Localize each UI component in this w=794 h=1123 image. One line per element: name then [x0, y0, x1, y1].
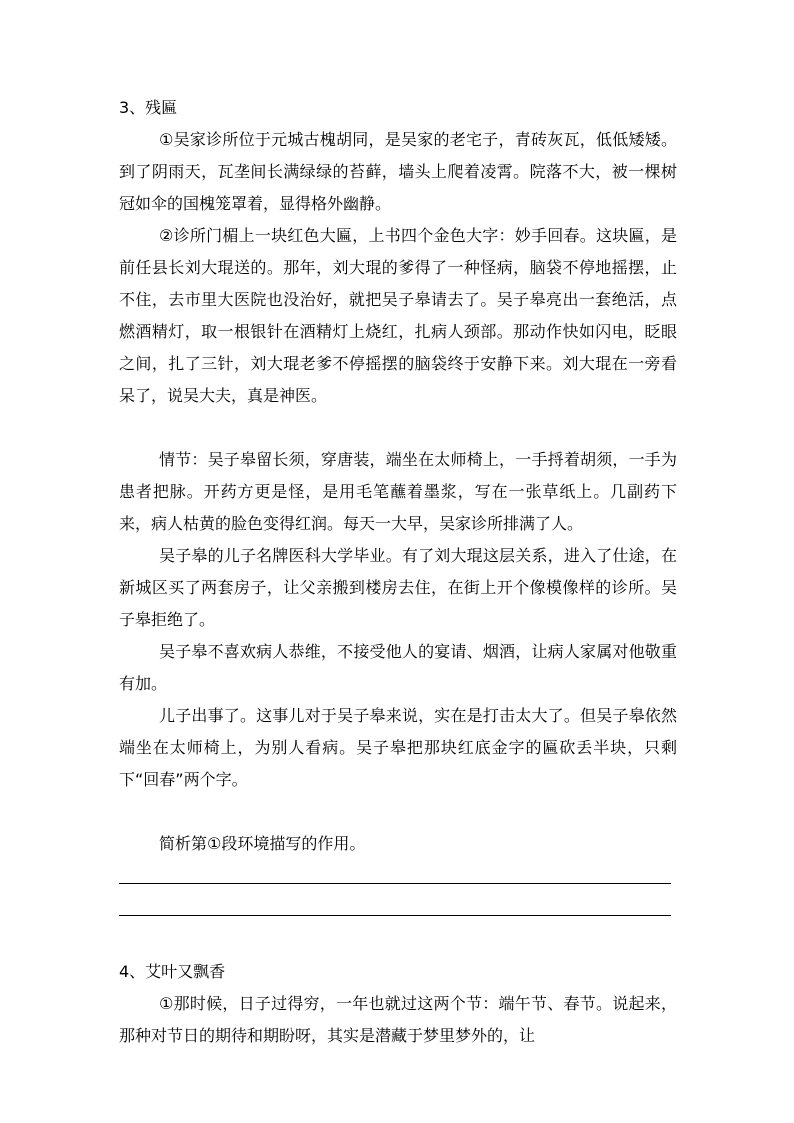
plot-paragraph-4: 儿子出事了。这事儿对于吴子皋来说，实在是打击太大了。但吴子皋依然端坐在太师椅上，为别人看病。吴子皋把那块红底金字的匾砍丢半块，只剩下“回春”两个字。 [119, 706, 677, 789]
answer-line-1[interactable] [119, 860, 677, 892]
section-4-paragraph-1: ①那时候，日子过得穷，一年也就过这两个节：端午节、春节。说起来，那种对节日的期待和期盼呀，其实是潜藏于梦里梦外的，让 [119, 994, 677, 1045]
section-3-paragraph-2: ②诊所门楣上一块红色大匾，上书四个金色大字：妙手回春。这块匾，是前任县长刘大琨送的。那年，刘大琨的爹得了一种怪病，脑袋不停地摇摆，止不住，去市里大医院也没治好，就把吴子皋请去了。吴子皋亮出一套绝活，点燃酒精灯，取一根银针在酒精灯上烧红，扎病人颈部。那动作快如闪电，眨眼之间，扎了三针，刘大琨老爹不停摇摆的脑袋终于安静下来。刘大琨在一旁看呆了，说吴大夫，真是神医。 [119, 226, 677, 405]
plot-paragraph-1: 情节：吴子皋留长须，穿唐装，端坐在太师椅上，一手捋着胡须，一手为患者把脉。开药方更是怪，是用毛笔蘸着墨浆，写在一张草纸上。几副药下来，病人枯黄的脸色变得红润。每天一大早，吴家诊所排满了人。 [119, 450, 677, 533]
document-content [119, 92, 677, 1052]
plot-paragraph-2: 吴子皋的儿子名牌医科大学毕业。有了刘大琨这层关系，进入了仕途，在新城区买了两套房子，让父亲搬到楼房去住，在街上开个像模像样的诊所。吴子皋拒绝了。 [119, 546, 677, 629]
blank-line [119, 796, 677, 828]
section-3-title: 3、残匾 [119, 98, 178, 117]
answer-line-2[interactable] [119, 892, 677, 924]
blank-line [119, 412, 677, 444]
blank-line [119, 924, 677, 956]
question-text: 简析第①段环境描写的作用。 [159, 834, 366, 853]
section-3-paragraph-1: ①吴家诊所位于元城古槐胡同，是吴家的老宅子，青砖灰瓦，低低矮矮。到了阴雨天，瓦垄间长满绿绿的苔藓，墙头上爬着凌霄。院落不大，被一棵树冠如伞的国槐笼罩着，显得格外幽静。 [119, 130, 677, 213]
section-4-title: 4、艾叶又飘香 [119, 962, 226, 981]
plot-paragraph-3: 吴子皋不喜欢病人恭维，不接受他人的宴请、烟酒，让病人家属对他敬重有加。 [119, 642, 677, 693]
